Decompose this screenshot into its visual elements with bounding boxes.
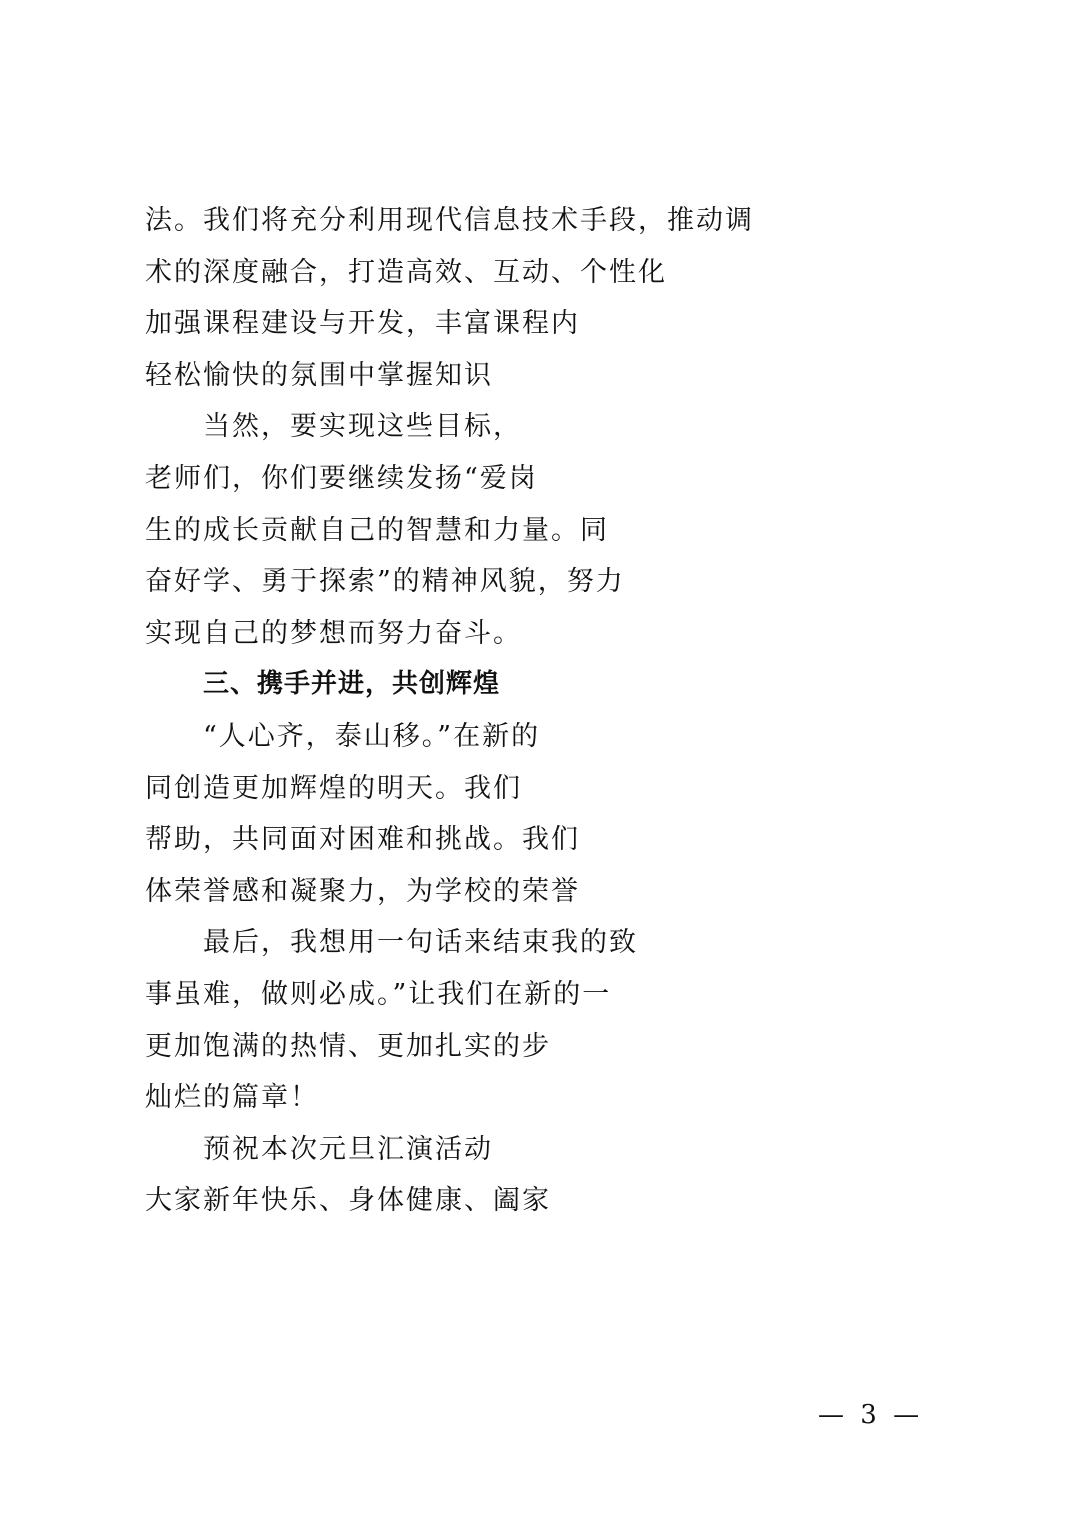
text-line: 同创造更加辉煌的明天。我们 <box>145 772 522 804</box>
text-line: 最后，我想用一句话来结束我的致 <box>203 927 638 959</box>
text-line: 生的成长贡献自己的智慧和力量。同 <box>145 514 609 546</box>
text-line: 实现自己的梦想而努力奋斗。 <box>145 617 522 649</box>
text-line: 术的深度融合，打造高效、互动、个性化 <box>145 256 667 288</box>
page-number: — 3 — <box>818 1400 924 1430</box>
text-line: 法。我们将充分利用现代信息技术手段，推动调 <box>145 205 754 236</box>
text-line: 体荣誉感和凝聚力，为学校的荣誉 <box>145 875 580 907</box>
text-line: “人心齐，泰山移。”在新的 <box>203 720 541 752</box>
text-line: 灿烂的篇章！ <box>145 1082 319 1114</box>
text-line: 预祝本次元旦汇演活动 <box>203 1133 493 1165</box>
text-line: 奋好学、勇于探索”的精神风貌，努力 <box>145 566 625 598</box>
text-line: 当然，要实现这些目标， <box>203 411 522 443</box>
text-line: 轻松愉快的氛围中掌握知识 <box>145 359 493 391</box>
text-line: 大家新年快乐、身体健康、阖家 <box>145 1185 551 1217</box>
section-heading: 三、携手并进，共创辉煌 <box>203 669 501 700</box>
text-line: 事虽难，做则必成。”让我们在新的一 <box>145 978 612 1010</box>
text-line: 老师们，你们要继续发扬“爱岗 <box>145 462 538 494</box>
text-line: 更加饱满的热情、更加扎实的步 <box>145 1030 551 1062</box>
text-line: 加强课程建设与开发，丰富课程内 <box>145 308 580 340</box>
body-text <box>145 195 765 1227</box>
text-line: 帮助，共同面对困难和挑战。我们 <box>145 824 580 856</box>
